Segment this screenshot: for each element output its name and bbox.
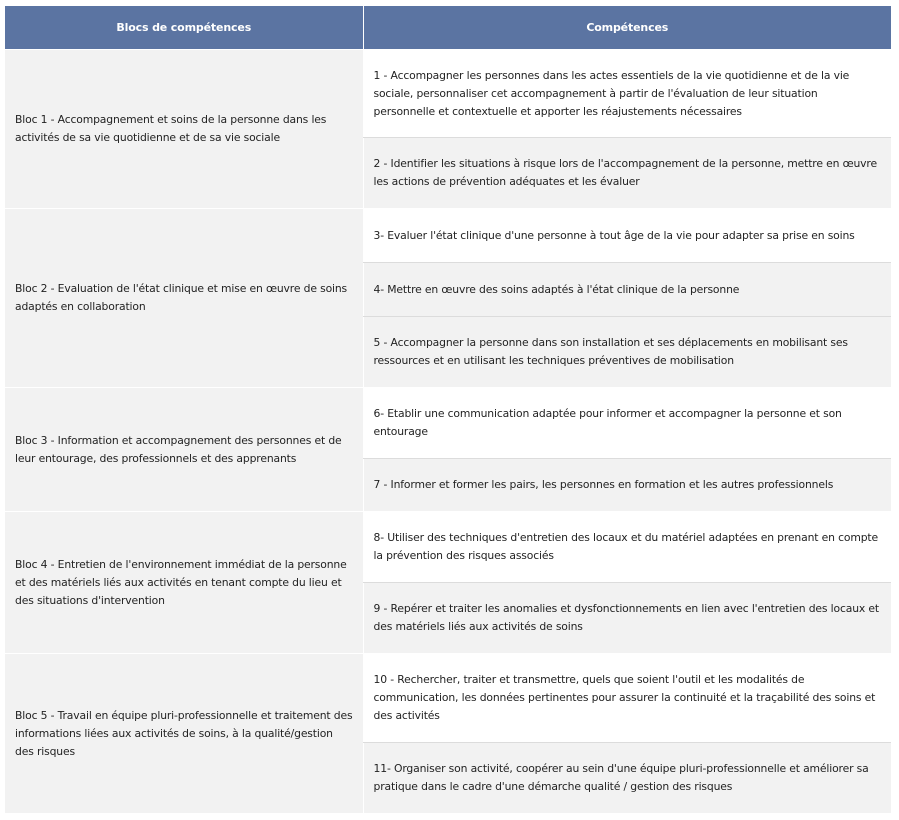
bloc-2-cell: Bloc 2 - Evaluation de l'état clinique et mise en œuvre de soins adaptés en collaboration [5,209,363,388]
competence-11-cell: 11- Organiser son activité, coopérer au sein d'une équipe pluri-professionnelle et améliorer sa pratique dans le cadre d'une démarche qualité / gestion des risques [363,743,891,814]
competence-2-cell: 2 - Identifier les situations à risque lors de l'accompagnement de la personne, mettre en œuvre les actions de prévention adéquates et les évaluer [363,138,891,209]
table-row [5,654,891,743]
bloc-3-cell: Bloc 3 - Information et accompagnement des personnes et de leur entourage, des professionnels et des apprenants [5,388,363,512]
header-competences: Compétences [363,6,891,50]
bloc-1-cell: Bloc 1 - Accompagnement et soins de la personne dans les activités de sa vie quotidienne et de sa vie sociale [5,50,363,209]
competence-1-cell: 1 - Accompagner les personnes dans les actes essentiels de la vie quotidienne et de la vie sociale, personnaliser cet accompagnement à partir de l'évaluation de leur situation personnelle et contextuelle et apporter les réajustements nécessaires [363,50,891,138]
competence-6-cell: 6- Etablir une communication adaptée pour informer et accompagner la personne et son entourage [363,388,891,459]
table-row [5,388,891,459]
bloc-4-cell: Bloc 4 - Entretien de l'environnement immédiat de la personne et des matériels liés aux activités en tenant compte du lieu et des situations d'intervention [5,512,363,654]
competence-10-cell: 10 - Rechercher, traiter et transmettre, quels que soient l'outil et les modalités de communication, les données pertinentes pour assurer la continuité et la traçabilité des soins et des activités [363,654,891,743]
competence-9-cell: 9 - Repérer et traiter les anomalies et dysfonctionnements en lien avec l'entretien des locaux et des matériels liés aux activités de soins [363,583,891,654]
competences-table [5,6,891,814]
competence-7-cell: 7 - Informer et former les pairs, les personnes en formation et les autres professionnels [363,459,891,512]
table-header-row [5,6,891,50]
header-blocs: Blocs de compétences [5,6,363,50]
competence-5-cell: 5 - Accompagner la personne dans son installation et ses déplacements en mobilisant ses ressources et en utilisant les techniques préventives de mobilisation [363,317,891,388]
competence-4-cell: 4- Mettre en œuvre des soins adaptés à l'état clinique de la personne [363,263,891,317]
table-row [5,512,891,583]
table-row [5,209,891,263]
bloc-5-cell: Bloc 5 - Travail en équipe pluri-professionnelle et traitement des informations liées aux activités de soins, à la qualité/gestion des risques [5,654,363,814]
competence-8-cell: 8- Utiliser des techniques d'entretien des locaux et du matériel adaptées en prenant en compte la prévention des risques associés [363,512,891,583]
table-row [5,50,891,138]
competence-3-cell: 3- Evaluer l'état clinique d'une personne à tout âge de la vie pour adapter sa prise en soins [363,209,891,263]
table-body [5,50,891,814]
